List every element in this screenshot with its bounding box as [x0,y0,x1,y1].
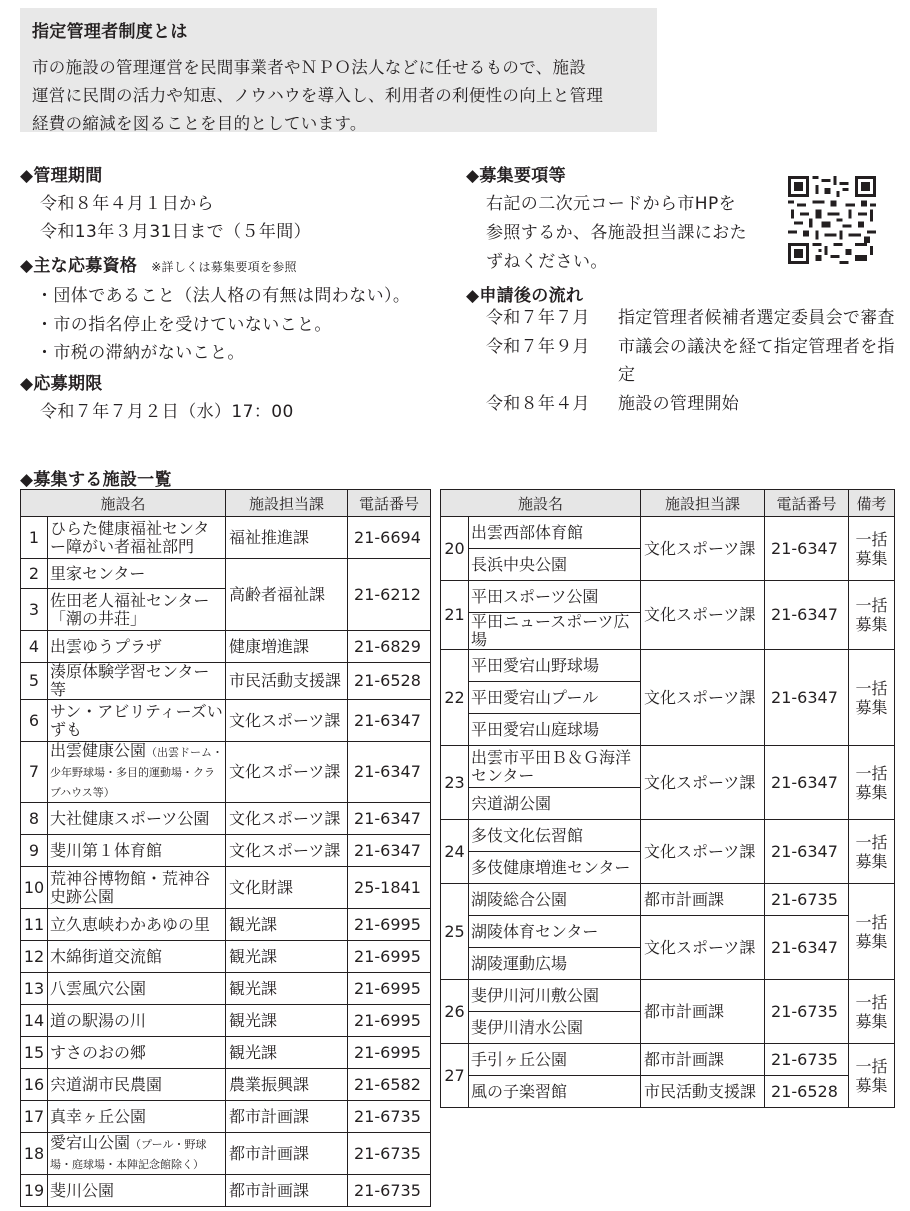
phone-number: 21-6735 [348,1133,431,1175]
period-to: 令和13年３月31日まで（５年間） [40,222,312,242]
dept-name: 文化スポーツ課 [226,700,348,742]
table-row [21,631,431,663]
facility-name: 平田愛宕山プール [469,682,641,714]
guidelines-line: ずねください。 [486,252,608,272]
row-number: 15 [21,1037,48,1069]
facility-note: （プール・野球場・庭球場・本陣記念館除く） [50,1137,207,1171]
table-row [441,650,895,682]
header-facility: 施設名 [21,490,226,517]
facility-name: 多伎文化伝習館 [469,820,641,852]
dept-name: 市民活動支援課 [226,663,348,700]
table-row [21,803,431,835]
table-row [441,916,895,948]
dept-name: 文化スポーツ課 [641,746,765,820]
facility-name: 平田愛宕山庭球場 [469,714,641,746]
phone-number: 21-6347 [765,746,849,820]
phone-number: 21-6735 [348,1101,431,1133]
header-phone: 電話番号 [765,490,849,517]
qualification-item: ・市税の滞納がないこと。 [36,343,245,363]
dept-name: 都市計画課 [226,1101,348,1133]
facility-name: 斐川公園 [48,1175,226,1207]
phone-number: 21-6735 [765,980,849,1044]
facility-name: 出雲市平田Ｂ＆Ｇ海洋センター [469,746,641,788]
header-dept: 施設担当課 [226,490,348,517]
phone-number: 21-6212 [348,559,431,631]
phone-number: 21-6347 [348,803,431,835]
row-number: 6 [21,700,48,742]
facility-note: （出雲ドーム・少年野球場・多目的運動場・クラブハウス等） [50,746,224,799]
row-number: 23 [441,746,469,820]
remark: 一括募集 [849,980,895,1044]
table-row [21,835,431,867]
table-row [441,1044,895,1076]
table-row [441,980,895,1012]
remark: 一括募集 [849,650,895,746]
phone-number: 21-6582 [348,1069,431,1101]
dept-name: 文化スポーツ課 [641,916,765,980]
dept-name: 文化スポーツ課 [641,581,765,650]
facility-name: 里家センター [48,559,226,589]
remark: 一括募集 [849,884,895,980]
remark: 一括募集 [849,1044,895,1108]
facility-name: サン・アビリティーズいずも [48,700,226,742]
facility-name: 湖陵運動広場 [469,948,641,980]
facility-name: 宍道湖公園 [469,788,641,820]
table-row [21,1037,431,1069]
guidelines-heading: ◆募集要項等 [466,166,566,186]
phone-number: 21-6995 [348,973,431,1005]
facility-name: 出雲西部体育館 [469,517,641,549]
guidelines-line: 右記の二次元コードから市HPを [486,194,737,214]
flow-step [486,390,896,419]
facility-name: 大社健康スポーツ公園 [48,803,226,835]
dept-name: 都市計画課 [226,1175,348,1207]
qualification-note: ※詳しくは募集要項を参照 [151,260,297,274]
intro-box [20,8,657,132]
facility-name: 宍道湖市民農園 [48,1069,226,1101]
header-dept: 施設担当課 [641,490,765,517]
dept-name: 都市計画課 [641,1044,765,1076]
dept-name: 観光課 [226,973,348,1005]
phone-number: 21-6995 [348,1037,431,1069]
phone-number: 21-6528 [348,663,431,700]
table-row [21,742,431,803]
dept-name: 観光課 [226,1005,348,1037]
phone-number: 21-6995 [348,1005,431,1037]
flow-step [486,304,896,333]
dept-name: 市民活動支援課 [641,1076,765,1108]
dept-name: 都市計画課 [226,1133,348,1175]
phone-number: 21-6347 [348,700,431,742]
qualification-item: ・団体であること（法人格の有無は問わない）。 [36,286,411,306]
remark: 一括募集 [849,581,895,650]
phone-number: 21-6347 [765,581,849,650]
row-number: 17 [21,1101,48,1133]
facility-name: 平田ニュースポーツ広場 [469,613,641,650]
intro-text [32,54,650,138]
row-number: 9 [21,835,48,867]
table-row [441,820,895,852]
facility-name: 湖陵体育センター [469,916,641,948]
facility-name: 斐伊川清水公園 [469,1012,641,1044]
flow-heading: ◆申請後の流れ [466,286,584,306]
dept-name: 農業振興課 [226,1069,348,1101]
intro-line: 市の施設の管理運営を民間事業者やＮＰＯ法人などに任せるもので、施設 [32,58,587,77]
dept-name: 文化スポーツ課 [641,820,765,884]
facility-name: 道の駅湯の川 [48,1005,226,1037]
phone-number: 21-6735 [765,884,849,916]
facility-name: 多伎健康増進センター [469,852,641,884]
table-row [21,1175,431,1207]
row-number: 3 [21,589,48,631]
facility-table-left [20,489,431,1207]
guidelines-line: 参照するか、各施設担当課におた [486,223,747,243]
row-number: 2 [21,559,48,589]
facility-name: ひらた健康福祉センター障がい者福祉部門 [48,517,226,559]
intro-title: 指定管理者制度とは [32,22,188,42]
table-row [21,941,431,973]
facility-name: 平田スポーツ公園 [469,581,641,613]
row-number: 5 [21,663,48,700]
facility-name: 荒神谷博物館・荒神谷史跡公園 [48,867,226,909]
facility-name: 湖陵総合公園 [469,884,641,916]
facility-name: 長浜中央公園 [469,549,641,581]
facility-name: 手引ヶ丘公園 [469,1044,641,1076]
row-number: 13 [21,973,48,1005]
phone-number: 21-6995 [348,941,431,973]
remark: 一括募集 [849,820,895,884]
phone-number: 21-6347 [765,820,849,884]
remark: 一括募集 [849,517,895,581]
facility-name: すさのおの郷 [48,1037,226,1069]
row-number: 20 [441,517,469,581]
phone-number: 21-6347 [765,650,849,746]
facility-name: 八雲風穴公園 [48,973,226,1005]
row-number: 27 [441,1044,469,1108]
table-row [21,559,431,589]
header-remarks: 備考 [849,490,895,517]
table-row [21,700,431,742]
row-number: 16 [21,1069,48,1101]
deadline-heading: ◆応募期限 [20,374,103,394]
qualification-heading-text: ◆主な応募資格 [20,256,138,276]
period-from: 令和８年４月１日から [40,194,214,214]
row-number: 12 [21,941,48,973]
dept-name: 観光課 [226,909,348,941]
phone-number: 21-6347 [348,835,431,867]
qualification-item: ・市の指名停止を受けていないこと。 [36,315,332,335]
table-header [441,490,895,517]
facility-table-right [440,489,895,1108]
dept-name: 文化スポーツ課 [226,803,348,835]
dept-name: 都市計画課 [641,884,765,916]
facility-name-text: 愛宕山公園 [50,1132,131,1152]
row-number: 7 [21,742,48,803]
header-phone: 電話番号 [348,490,431,517]
row-number: 25 [441,884,469,980]
phone-number: 21-6528 [765,1076,849,1108]
period-heading: ◆管理期間 [20,166,103,186]
phone-number: 21-6995 [348,909,431,941]
flow-steps [486,304,896,418]
facility-name: 斐伊川河川敷公園 [469,980,641,1012]
dept-name: 福祉推進課 [226,517,348,559]
row-number: 18 [21,1133,48,1175]
row-number: 4 [21,631,48,663]
flow-text: 施設の管理開始 [618,393,740,414]
facility-name: 木綿街道交流館 [48,941,226,973]
table-row [21,1069,431,1101]
dept-name: 文化スポーツ課 [641,517,765,581]
phone-number: 25-1841 [348,867,431,909]
table-row [441,884,895,916]
facility-name-text: 出雲健康公園 [50,741,147,760]
flow-step [486,333,896,390]
dept-name: 観光課 [226,941,348,973]
table-row [21,517,431,559]
phone-number: 21-6347 [765,517,849,581]
qr-code[interactable] [787,176,877,264]
facility-name: 真幸ヶ丘公園 [48,1101,226,1133]
row-number: 10 [21,867,48,909]
flow-text: 市議会の議決を経て指定管理者を指定 [618,336,895,385]
intro-line: 運営に民間の活力や知恵、ノウハウを導入し、利用者の利便性の向上と管理 [32,86,604,105]
dept-name: 文化財課 [226,867,348,909]
facility-name: 佐田老人福祉センター「潮の井荘」 [48,589,226,631]
facility-name: 湊原体験学習センター等 [48,663,226,700]
table-row [441,1076,895,1108]
flow-text: 指定管理者候補者選定委員会で審査 [618,308,895,328]
facility-name: 風の子楽習館 [469,1076,641,1108]
facility-name: 平田愛宕山野球場 [469,650,641,682]
phone-number: 21-6347 [765,916,849,980]
dept-name: 文化スポーツ課 [226,835,348,867]
phone-number: 21-6694 [348,517,431,559]
row-number: 26 [441,980,469,1044]
table-row [21,867,431,909]
phone-number: 21-6735 [765,1044,849,1076]
flow-date: 令和８年４月 [486,393,590,414]
row-number: 1 [21,517,48,559]
header-facility: 施設名 [441,490,641,517]
row-number: 21 [441,581,469,650]
deadline-date: 令和７年７月２日（水）17：00 [40,402,294,422]
remark: 一括募集 [849,746,895,820]
table-row [441,517,895,549]
dept-name: 文化スポーツ課 [641,650,765,746]
table-row [441,746,895,788]
row-number: 8 [21,803,48,835]
table-row [21,663,431,700]
table-row [21,1005,431,1037]
facility-name [48,1133,226,1175]
phone-number: 21-6735 [348,1175,431,1207]
table-row [21,1101,431,1133]
intro-line: 経費の縮減を図ることを目的としています。 [32,114,367,133]
table-row [441,581,895,613]
flow-date: 令和７年９月 [486,336,590,357]
list-heading: ◆募集する施設一覧 [20,470,172,490]
dept-name: 文化スポーツ課 [226,742,348,803]
table-header [21,490,431,517]
table-row [21,909,431,941]
facility-name: 立久恵峡わかあゆの里 [48,909,226,941]
table-row [21,973,431,1005]
table-row [21,1133,431,1175]
phone-number: 21-6347 [348,742,431,803]
row-number: 14 [21,1005,48,1037]
row-number: 22 [441,650,469,746]
flow-date: 令和７年７月 [486,308,590,328]
dept-name: 高齢者福祉課 [226,559,348,631]
dept-name: 観光課 [226,1037,348,1069]
row-number: 11 [21,909,48,941]
facility-name: 出雲ゆうプラザ [48,631,226,663]
dept-name: 健康増進課 [226,631,348,663]
row-number: 24 [441,820,469,884]
facility-name [48,742,226,803]
phone-number: 21-6829 [348,631,431,663]
facility-name: 斐川第１体育館 [48,835,226,867]
dept-name: 都市計画課 [641,980,765,1044]
qualification-heading [20,251,297,276]
row-number: 19 [21,1175,48,1207]
